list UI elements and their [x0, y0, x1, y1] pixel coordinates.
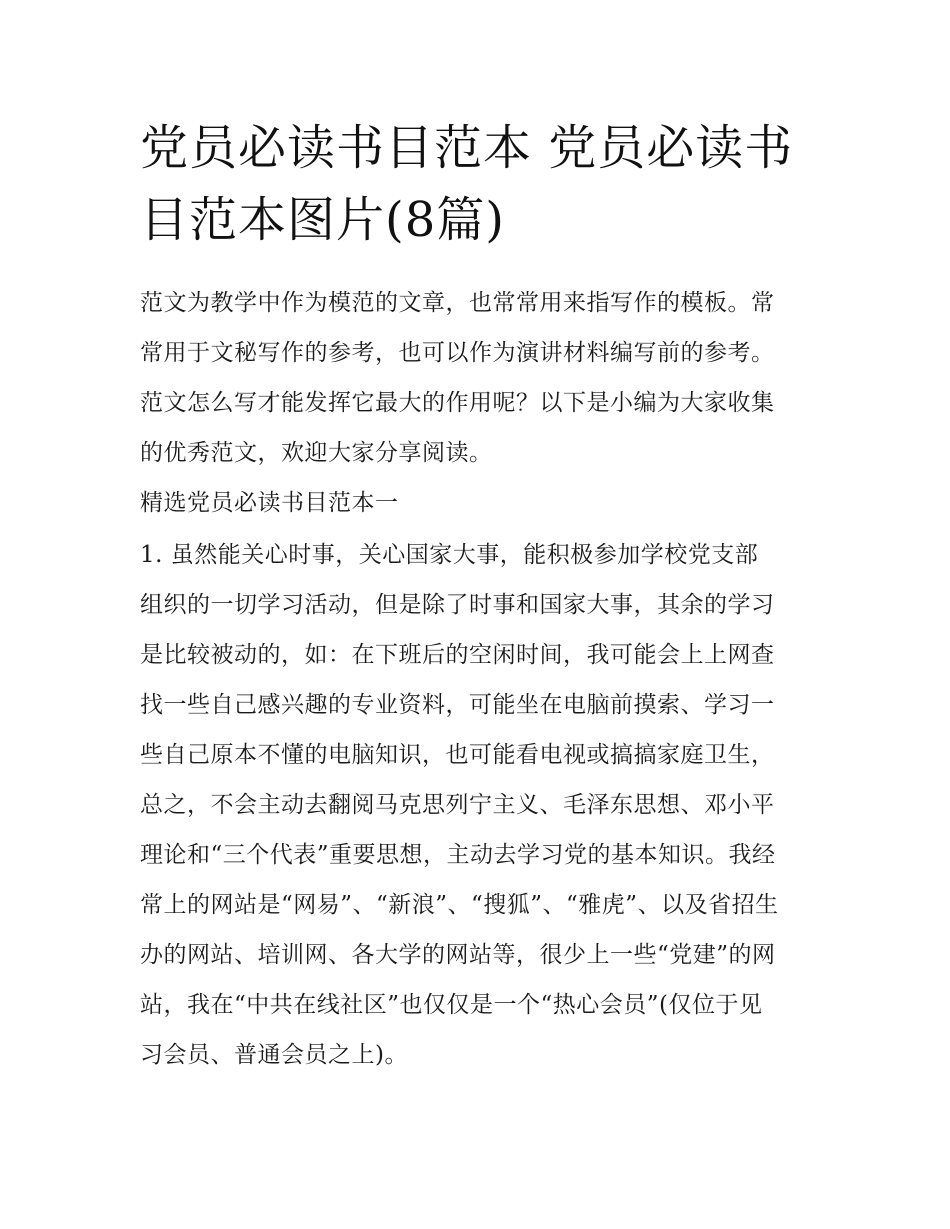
body-line: 站，我在“中共在线社区”也仅仅是一个“热心会员”(仅位于见	[140, 992, 763, 1018]
body-line: 习会员、普通会员之上)。	[140, 1042, 408, 1068]
document-title	[140, 112, 820, 256]
title-line-2: 目范本图片(8篇)	[140, 192, 505, 248]
body-line: 组织的一切学习活动，但是除了时事和国家大事，其余的学习	[140, 592, 775, 618]
body-line: 理论和“三个代表”重要思想，主动去学习党的基本知识。我经	[140, 842, 776, 868]
intro-line: 的优秀范文，欢迎大家分享阅读。	[140, 440, 493, 466]
body-line: 1. 虽然能关心时事，关心国家大事，能积极参加学校党支部	[140, 542, 759, 568]
body-line: 总之，不会主动去翻阅马克思列宁主义、毛泽东思想、邓小平	[140, 792, 775, 818]
body-line: 常上的网站是“网易”、“新浪”、“搜狐”、“雅虎”、以及省招生	[140, 892, 779, 918]
body-line: 是比较被动的，如：在下班后的空闲时间，我可能会上上网查	[140, 642, 775, 668]
body-line: 找一些自己感兴趣的专业资料，可能坐在电脑前摸索、学习一	[140, 692, 775, 718]
title-line-1: 党员必读书目范本 党员必读书	[140, 120, 794, 176]
intro-line: 常用于文秘写作的参考，也可以作为演讲材料编写前的参考。	[140, 340, 775, 366]
body-line: 些自己原本不懂的电脑知识，也可能看电视或搞搞家庭卫生，	[140, 742, 775, 768]
intro-line: 范文怎么写才能发挥它最大的作用呢？以下是小编为大家收集	[140, 390, 775, 416]
body-line: 办的网站、培训网、各大学的网站等，很少上一些“党建”的网	[140, 942, 776, 968]
intro-line: 范文为教学中作为模范的文章，也常常用来指写作的模板。常	[140, 290, 775, 316]
section-heading: 精选党员必读书目范本一	[140, 490, 399, 516]
